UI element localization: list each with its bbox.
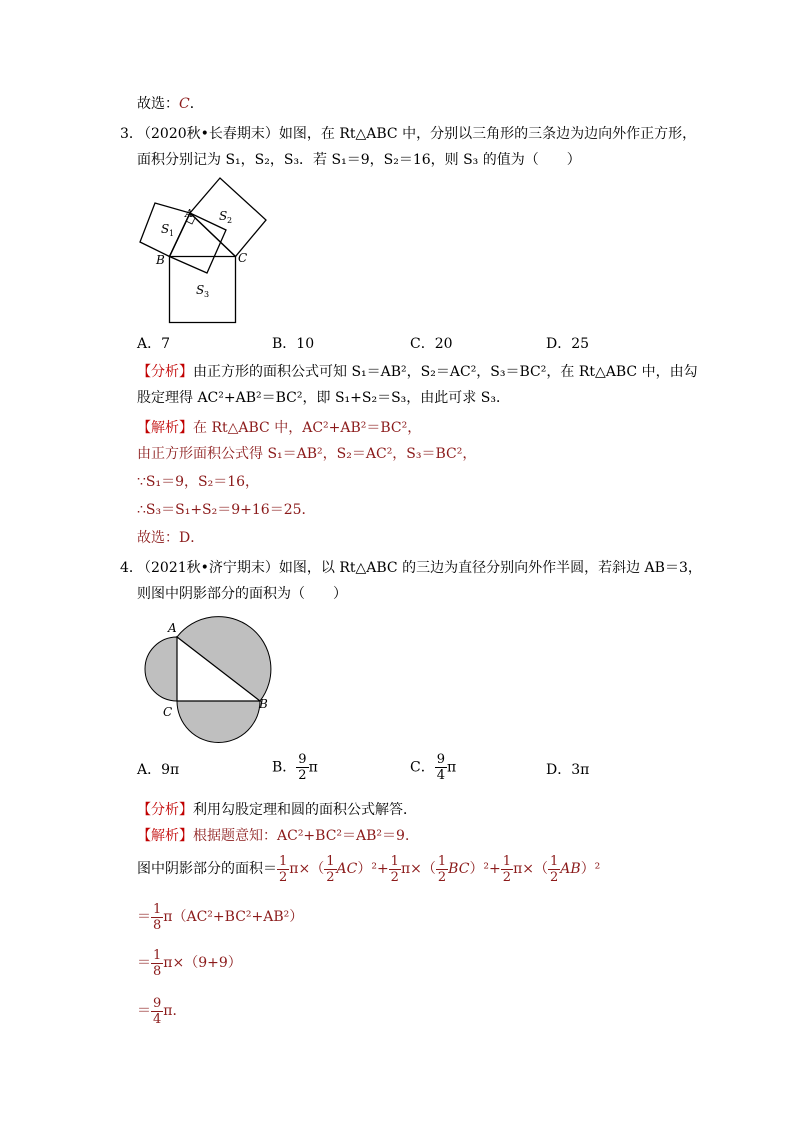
q3-analysis-line1: 【分析】由正方形的面积公式可知 S₁＝AB²，S₂＝AC²，S₃＝BC²，在 Rt△ABC 中，由勾 bbox=[137, 364, 698, 380]
q3-label-a: A bbox=[185, 207, 193, 220]
q4-option-a: A．9π bbox=[137, 762, 180, 778]
square-s1 bbox=[170, 213, 227, 273]
semicircle-bc bbox=[177, 701, 260, 743]
q3-label-s1: S bbox=[161, 222, 170, 236]
q3-label-s1-sub: 1 bbox=[169, 229, 175, 238]
q4-solution-line4: ＝ $\frac{1}{8}$ π×（9+9） bbox=[137, 947, 242, 979]
q4-solution-line3: ＝ $\frac{1}{8}$ π（AC²+BC²+AB²） bbox=[137, 901, 304, 933]
q4-stem-line2: 则图中阴影部分的面积为（ ） bbox=[137, 586, 347, 602]
q4-figure bbox=[138, 608, 278, 748]
prev-answer: 故选：C． bbox=[137, 96, 204, 112]
q4-option-c: C． $\frac{9}{4}$ π bbox=[410, 752, 457, 783]
q3-option-c: C．20 bbox=[410, 336, 453, 352]
q4-solution-line1: 【解析】根据题意知：AC²+BC²＝AB²＝9． bbox=[137, 828, 419, 844]
q4-option-d: D．3π bbox=[546, 762, 590, 778]
q3-option-a: A．7 bbox=[137, 336, 171, 352]
q3-number: 3． bbox=[120, 126, 143, 142]
q3-label-c: C bbox=[238, 251, 248, 265]
q3-answer: 故选：D． bbox=[137, 530, 205, 546]
q4-option-b: B． $\frac{9}{2}$ π bbox=[272, 752, 318, 783]
q3-stem-line1: （2020秋•长春期末）如图，在 Rt△ABC 中，分别以三角形的三条边为边向外作正方形， bbox=[137, 126, 697, 142]
q4-solution-line5: ＝ $\frac{9}{4}$ π． bbox=[137, 995, 187, 1027]
q4-solution-line2: 图中阴影部分的面积＝ $\frac{1}{2}$ π×（ $\frac{1}{2}$ AC）²+ $\frac{1}{2}$ π×（ $\frac{1}{2}$ BC）²+ $\frac{1}{2}$ π×（ $\frac{1}{2}$ AB）² bbox=[137, 853, 601, 885]
q3-figure bbox=[130, 172, 280, 332]
q3-solution-line1: 【解析】在 Rt△ABC 中，AC²+AB²＝BC²， bbox=[137, 420, 422, 436]
q4-label-b: B bbox=[259, 697, 268, 711]
q3-option-d: D．25 bbox=[546, 336, 590, 352]
q3-analysis-line2: 股定理得 AC²+AB²＝BC²，即 S₁+S₂＝S₃，由此可求 S₃． bbox=[137, 390, 510, 406]
q3-solution-line2: 由正方形面积公式得 S₁＝AB²，S₂＝AC²，S₃＝BC²， bbox=[137, 446, 477, 462]
semicircle-ac bbox=[145, 637, 177, 701]
q3-label-s3-sub: 3 bbox=[204, 290, 210, 299]
q3-label-s2: S bbox=[219, 209, 228, 223]
q3-label-s3: S bbox=[196, 283, 205, 297]
q3-option-b: B．10 bbox=[272, 336, 315, 352]
q4-stem-line1: （2021秋•济宁期末）如图，以 Rt△ABC 的三边为直径分别向外作半圆，若斜边 AB＝3， bbox=[137, 560, 702, 576]
q3-solution-line3: ∵S₁＝9，S₂＝16， bbox=[137, 474, 260, 490]
q4-label-c: C bbox=[163, 705, 173, 719]
q4-number: 4． bbox=[120, 560, 143, 576]
q4-analysis: 【分析】利用勾股定理和圆的面积公式解答． bbox=[137, 802, 417, 818]
q3-solution-line4: ∴S₃＝S₁+S₂＝9+16＝25． bbox=[137, 502, 316, 518]
q3-label-b: B bbox=[156, 253, 165, 267]
q3-stem-line2: 面积分别记为 S₁，S₂，S₃．若 S₁＝9，S₂＝16，则 S₃ 的值为（ ） bbox=[137, 152, 581, 168]
q3-label-s2-sub: 2 bbox=[227, 216, 233, 225]
q4-label-a: A bbox=[168, 621, 177, 635]
